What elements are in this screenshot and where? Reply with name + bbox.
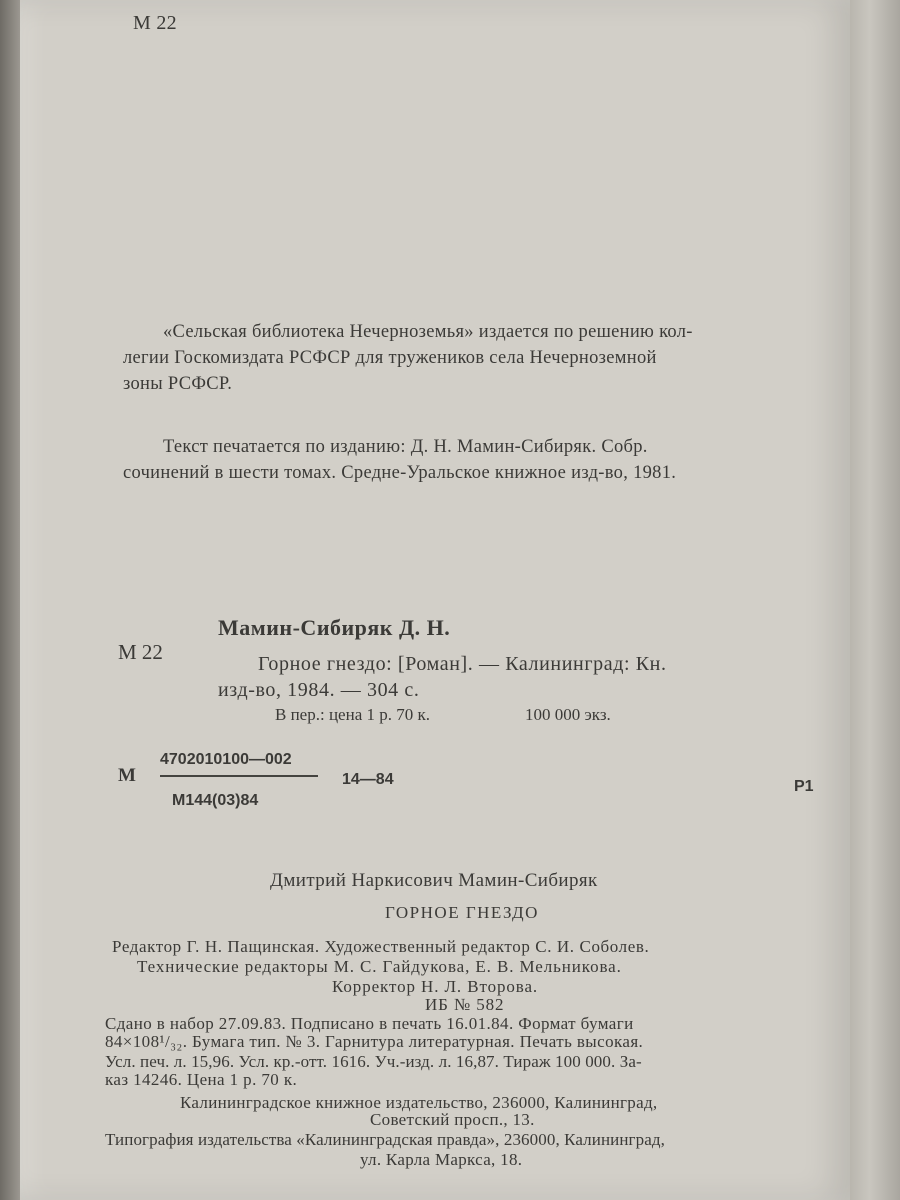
printer-line-1: Типография издательства «Калининградская правда», 236000, Калининград, xyxy=(105,1130,665,1149)
source-note-line-1: Текст печатается по изданию: Д. Н. Мамин-Сибиряк. Собр. xyxy=(163,437,648,457)
catalog-code: М 22 xyxy=(118,640,163,664)
catalog-title-line: Горное гнездо: [Роман]. — Калининград: Кн. xyxy=(258,653,667,675)
book-spine-shadow xyxy=(0,0,20,1200)
catalog-order: 14—84 xyxy=(342,771,394,788)
ib-number: ИБ № 582 xyxy=(425,995,505,1014)
catalog-denominator: М144(03)84 xyxy=(172,792,259,809)
print-data-line-4: каз 14246. Цена 1 р. 70 к. xyxy=(105,1070,298,1089)
publisher-line-2: Советский просп., 13. xyxy=(370,1110,535,1129)
print-data-line-1: Сдано в набор 27.09.83. Подписано в печать 16.01.84. Формат бумаги xyxy=(105,1014,634,1033)
print-data-line-2: 84×108¹/₃₂. Бумага тип. № 3. Гарнитура литературная. Печать высокая. xyxy=(105,1032,644,1051)
editors-line-1: Редактор Г. Н. Пащинская. Художественный редактор С. И. Соболев. xyxy=(112,937,650,956)
top-catalog-code: М 22 xyxy=(133,12,177,34)
editors-line-3: Корректор Н. Л. Второва. xyxy=(332,977,539,996)
catalog-author: Мамин-Сибиряк Д. Н. xyxy=(218,615,451,640)
series-note-line-1: «Сельская библиотека Нечерноземья» издается по решению кол- xyxy=(163,322,693,342)
catalog-copies: 100 000 экз. xyxy=(525,705,611,724)
catalog-m-letter: М xyxy=(118,765,136,786)
editors-line-2: Технические редакторы М. С. Гайдукова, Е. В. Мельникова. xyxy=(137,957,622,976)
author-full-name: Дмитрий Наркисович Мамин-Сибиряк xyxy=(270,870,598,891)
fraction-rule xyxy=(160,775,318,777)
print-data-line-3: Усл. печ. л. 15,96. Усл. кр.-отт. 1616. Уч.-изд. л. 16,87. Тираж 100 000. За- xyxy=(105,1052,642,1071)
page-edge xyxy=(850,0,900,1200)
catalog-class: Р1 xyxy=(794,778,814,795)
catalog-title-line-2: изд-во, 1984. — 304 с. xyxy=(218,679,420,701)
series-note-line-3: зоны РСФСР. xyxy=(123,374,233,394)
book-title: ГОРНОЕ ГНЕЗДО xyxy=(385,903,539,922)
catalog-numerator: 4702010100—002 xyxy=(160,751,292,768)
catalog-price: В пер.: цена 1 р. 70 к. xyxy=(275,705,431,724)
source-note-line-2: сочинений в шести томах. Средне-Уральское книжное изд-во, 1981. xyxy=(123,463,677,483)
publisher-line-1: Калининградское книжное издательство, 236000, Калининград, xyxy=(180,1093,658,1112)
printer-line-2: ул. Карла Маркса, 18. xyxy=(360,1150,523,1169)
series-note-line-2: легии Госкомиздата РСФСР для тружеников села Нечерноземной xyxy=(123,348,657,368)
